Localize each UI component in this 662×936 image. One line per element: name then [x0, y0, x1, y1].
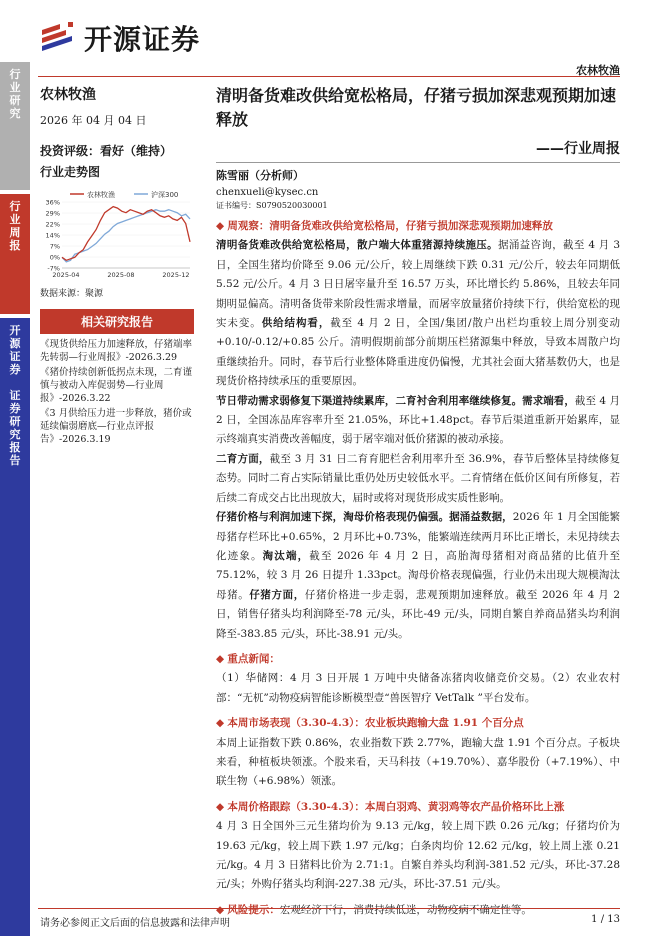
bullet-icon: ◆ [216, 220, 228, 232]
section-heading: 本周市场表现（3.30-4.3）：农业板块跑输大盘 1.91 个百分点 [227, 717, 524, 730]
section-risk-warning [216, 901, 620, 920]
paragraph-text: 2026 年 1 月全国能繁母猪存栏环比+0.65%，2 月环比+0.73%，能繁端连续两月环比正增长，未见持续去化迹象。 [216, 511, 621, 562]
side-tab-char: 券 [9, 402, 21, 415]
analyst-cert: 证书编号：S0790520030001 [216, 201, 328, 210]
lead-sentence: 淘汰端， [262, 549, 310, 562]
section-key-news [216, 650, 620, 708]
side-tab-char: 证 [9, 389, 21, 402]
side-tab-broker-report [0, 318, 30, 936]
related-reports-title: 相关研究报告 [40, 309, 194, 334]
section-heading: 本周价格跟踪（3.30-4.3）：本周白羽鸡、黄羽鸡等农产品价格环比上涨 [227, 800, 565, 813]
side-tab-char [0, 376, 30, 389]
bullet-icon: ◆ [216, 903, 228, 916]
analyst-email[interactable]: chenxueli@kysec.cn [216, 187, 319, 198]
related-report-item[interactable]: 《现货供给压力加速释放，仔猪端率先转弱—行业周报》-2026.3.29 [40, 339, 193, 363]
main-content [216, 84, 620, 920]
bullet-icon: ◆ [216, 800, 228, 813]
related-report-item[interactable]: 《3 月供给压力进一步释放，猪价或延续偏弱磨底—行业点评报告》-2026.3.19 [40, 408, 192, 445]
paragraph-text: 本周上证指数下跌 0.86%，农业指数下跌 2.77%，跑输大盘 1.91 个百分点。子板块来看，种植板块领涨。个股来看，天马科技（+19.70%）、嘉华股份（+7.19%）、中联生物（+6.98%）领涨。 [216, 736, 620, 788]
side-tab-char: 报 [9, 441, 21, 454]
x-tick-label: 2025-08 [107, 271, 135, 279]
footer-disclaimer: 请务必参阅正文后面的信息披露和法律声明 [40, 918, 230, 929]
report-date: 2026 年 04 月 04 日 [40, 114, 147, 127]
y-tick-label: 14% [45, 231, 60, 240]
y-tick-label: -7% [47, 264, 60, 273]
side-tab-char: 证 [9, 350, 21, 363]
section-weekly-observation [216, 217, 620, 644]
bullet-icon: ◆ [216, 717, 228, 730]
side-tab-char: 研 [9, 94, 21, 107]
trend-chart-title: 行业走势图 [40, 165, 101, 179]
paragraph-text: 截至 4 月 2 日，全国/集团/散户出栏均重较上周分别变动+0.10/-0.12/+0.85 公斤。清明假期前部分前期压栏猪源集中释放，导致本周散户均重继续抬升。同时，春节后行业整体降重进度仍偏慢，尤其社会面大猪基数仍大，也是现货价格持续承压的重要原因。 [216, 317, 620, 388]
side-tab-char: 研 [9, 415, 21, 428]
paragraph-text: 4 月 3 日全国外三元生猪均价为 9.13 元/kg，较上周下跌 0.26 元/kg；仔猪均价为 19.63 元/kg，较上周下跌 1.97 元/kg；白条肉均价 12.62 元/kg，较上周上涨 0.21 元/kg。4 月 3 日猪料比价为 2.71:1。自繁自养头均利润-381.52 元/头，环比-37.28 元/头；外购仔猪头均利润-227.38 元/头，环比-37.51 元/头。 [216, 820, 620, 891]
side-tab-char: 究 [9, 107, 21, 120]
lead-sentence: 供给结构看， [261, 317, 331, 330]
lead-sentence: 仔猪价格与利润加速下探，淘母价格表现仍偏强。据涌益数据， [216, 511, 513, 524]
paragraph-text: 截至 3 月 31 日二育育肥栏舍利用率升至 36.9%，春节后整体呈持续修复态势。同时二育占实际销量比重仍处历史较低水平。二育情绪在低价区间有所修复，若后续二育成交占比出现放大，届时或将对现货形成实质性影响。 [216, 452, 620, 504]
side-tab-char: 行 [9, 68, 21, 81]
brand-logo [38, 18, 200, 58]
side-tab-char: 究 [9, 428, 21, 441]
legend-label: 沪深300 [151, 191, 179, 199]
paragraph-text: 截至 4 月 2 日，全国冻品库容率升至 21.05%，环比+1.48pct。春节后渠道重新开始累库，显示终端真实消费改善幅度，弱于屠宰端对低价猪源的被动承接。 [216, 394, 621, 446]
bullet-icon: ◆ [216, 652, 228, 665]
side-tab-char: 报 [9, 239, 21, 252]
y-tick-label: 36% [45, 198, 60, 207]
trend-chart [40, 188, 194, 284]
side-tab-char: 行 [9, 200, 21, 213]
x-tick-label: 2025-12 [162, 271, 190, 279]
analyst-name: 陈雪丽（分析师） [216, 169, 304, 182]
y-tick-label: 0% [49, 253, 60, 262]
side-tab-char: 周 [9, 226, 21, 239]
report-title: 清明备货难改供给宽松格局，仔猪亏损加深悲观预期加速释放 [216, 86, 617, 129]
related-report-item[interactable]: 《猪价持续创新低拐点未现，二育谨慎与被动入库促弱势—行业周报》-2026.3.22 [40, 367, 193, 404]
lead-sentence: 清明备货难改供给宽松格局，散户端大体重猪源持续施压。 [216, 239, 498, 252]
header-rule [38, 76, 620, 77]
y-tick-label: 29% [45, 209, 60, 218]
side-tab-char: 告 [9, 454, 21, 467]
paragraph-text: 宏观经济下行，消费持续低迷，动物疫病不确定性等。 [279, 903, 532, 916]
section-market-performance [216, 714, 620, 792]
investment-rating: 投资评级：看好（维持） [40, 144, 173, 158]
paragraph-text: 据涌益咨询，截至 4 月 3 日，全国生猪均价降至 9.06 元/公斤，较上周继续下跌 0.31 元/公斤，较去年同期低 5.52 元/公斤。4 月 3 日日屠宰量升至 16.57 万头，环比增长约 5.86%，且较去年同期明显偏高。清明备货带来阶段性需求增量，而屠宰放量猪价持续下行，供给宽松的现实未变。 [216, 239, 621, 330]
lead-sentence: 仔猪方面， [249, 588, 305, 601]
side-tab-char: 源 [9, 337, 21, 350]
paragraph-text: （1）华储网：4 月 3 日开展 1 万吨中央储备冻猪肉收储竞价交易。（2）农业农村部：“无杌”动物疫病智能诊断模型壹“兽医智疗 VetTalk ”平台发布。 [216, 672, 620, 704]
lead-sentence: 节日带动需求弱修复下渠道持续累库，二育衬舍利用率继续修复。需求端看， [216, 394, 575, 407]
y-tick-label: 7% [49, 242, 60, 251]
section-heading: 重点新闻： [227, 652, 280, 665]
side-tab-industry-research [0, 62, 30, 190]
section-price-tracking [216, 798, 620, 895]
y-tick-label: 22% [45, 220, 60, 229]
x-tick-label: 2025-04 [52, 271, 80, 279]
paragraph-text: 截至 2026 年 4 月 2 日，高胎淘母猪相对商品猪的比值升至 75.12%，较 3 月 26 日提升 1.33pct。淘母价格表现偏强，行业仍未出现大规模淘汰母猪。 [216, 549, 621, 601]
trend-chart-svg [40, 188, 194, 284]
related-reports-list [40, 338, 194, 446]
footer-rule [38, 908, 620, 909]
side-tab-industry-weekly [0, 194, 30, 314]
page-number: 1 / 13 [591, 914, 620, 925]
side-tab-char: 券 [9, 363, 21, 376]
side-tab-char: 开 [9, 324, 21, 337]
chart-source: 数据来源：聚源 [40, 289, 104, 299]
brand-mark-icon [38, 20, 78, 56]
brand-name: 开源证券 [84, 23, 201, 56]
legend-label: 农林牧渔 [87, 191, 115, 199]
section-heading: 周观察：清明备货难改供给宽松格局，仔猪亏损加深悲观预期加速释放 [227, 220, 553, 232]
header-sector-tag: 农林牧渔 [576, 64, 620, 77]
subtitle-rule [216, 162, 620, 163]
lead-sentence: 二育方面， [216, 452, 270, 465]
side-tab-char: 业 [9, 213, 21, 226]
side-tab-char: 业 [9, 81, 21, 94]
section-heading: 风险提示： [227, 903, 280, 916]
sector-name: 农林牧渔 [40, 87, 96, 103]
report-subtitle: ——行业周报 [536, 141, 620, 157]
paragraph-text: 仔猪价格进一步走弱，悲观预期加速释放。截至 2026 年 4 月 2 日，销售仔猪头均利润降至-78 元/头，环比-49 元/头，同期自繁自养商品猪头均利润降至-383.85 元/头，环比-38.91 元/头。 [216, 588, 621, 640]
left-column [40, 84, 194, 448]
